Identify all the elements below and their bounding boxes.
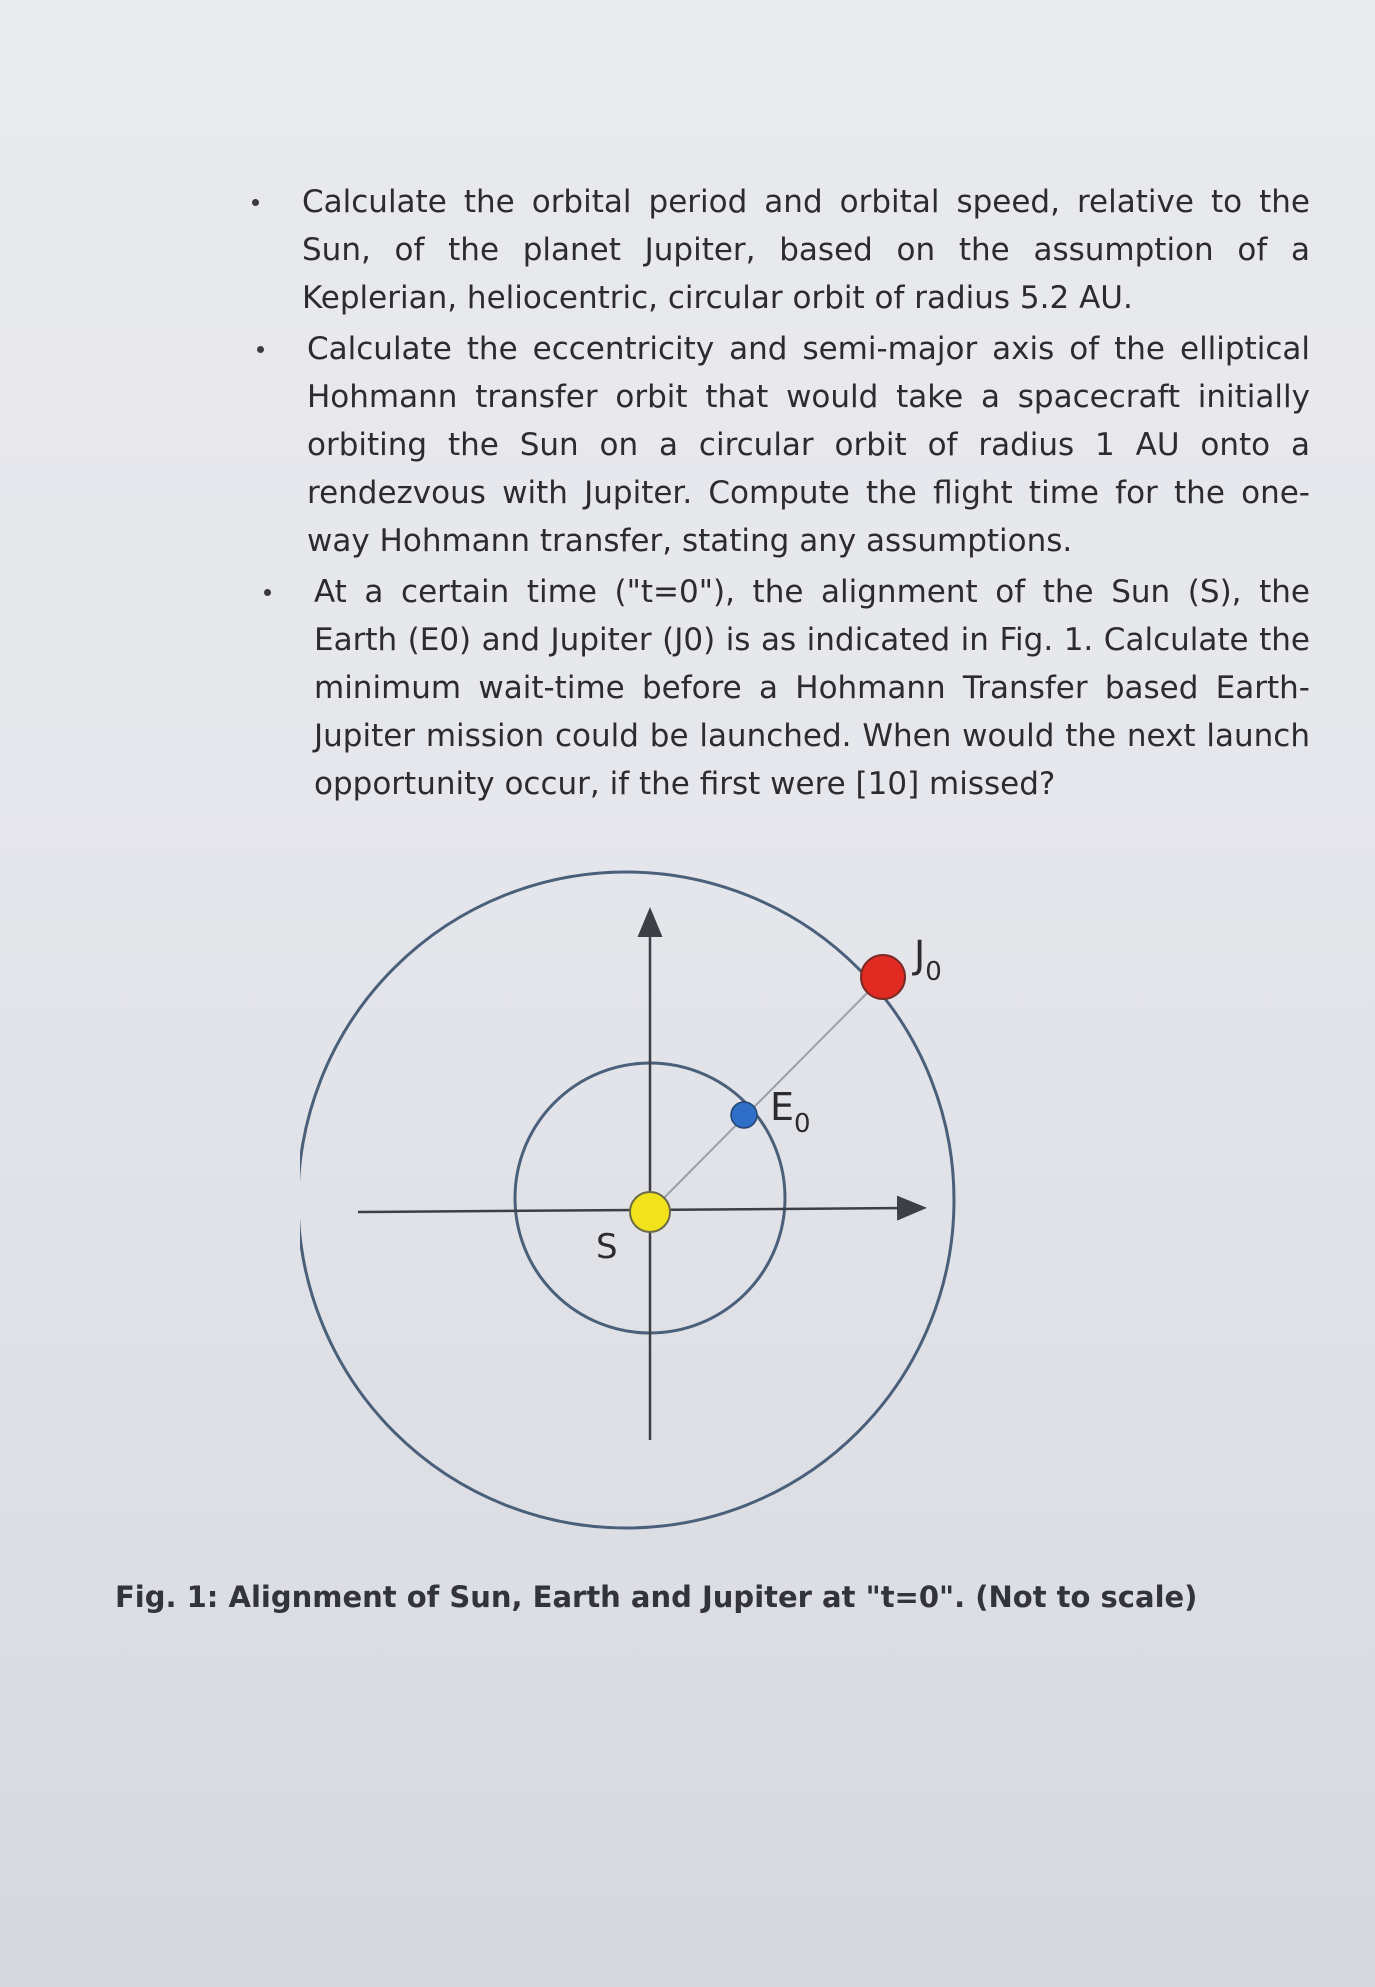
earth-marker bbox=[731, 1102, 757, 1128]
question-3 bbox=[252, 568, 1310, 808]
sun-label: S bbox=[596, 1227, 618, 1267]
sun-marker bbox=[630, 1192, 670, 1232]
jupiter-marker bbox=[861, 955, 905, 999]
bullet-icon bbox=[252, 199, 259, 206]
figure-caption: Fig. 1: Alignment of Sun, Earth and Jupiter at "t=0". (Not to scale) bbox=[115, 1580, 1198, 1614]
orbit-diagram-svg bbox=[300, 840, 1000, 1540]
bullet-icon bbox=[257, 346, 264, 353]
jupiter-label-letter: J bbox=[914, 933, 926, 977]
earth-label-subscript: 0 bbox=[794, 1109, 811, 1139]
earth-label bbox=[770, 1085, 811, 1139]
orbit-diagram bbox=[300, 840, 1000, 1540]
question-1-text: Calculate the orbital period and orbital speed, relative to the Sun, of the planet Jupiter, based on the assumption of a Keplerian, heliocentric, circular orbit of radius 5.2 AU. bbox=[302, 184, 1310, 316]
alignment-line bbox=[650, 977, 883, 1212]
question-2 bbox=[245, 325, 1310, 565]
question-1 bbox=[240, 178, 1310, 322]
jupiter-orbit bbox=[300, 872, 954, 1528]
question-3-text: At a certain time ("t=0"), the alignment of the Sun (S), the Earth (E0) and Jupiter (J0) is as indicated in Fig. 1. Calculate the minimum wait-time before a Hohmann Transfer based Earth-Jupiter mission could be launched. When would the next launch opportunity occur, if the first were [10] missed? bbox=[314, 574, 1310, 802]
question-list bbox=[240, 178, 1310, 811]
question-2-text: Calculate the eccentricity and semi-major axis of the elliptical Hohmann transfer orbit that would take a spacecraft initially orbiting the Sun on a circular orbit of radius 1 AU onto a rendezvous with Jupiter. Compute the flight time for the one-way Hohmann transfer, stating any assumptions. bbox=[307, 331, 1310, 559]
earth-label-letter: E bbox=[770, 1085, 795, 1129]
jupiter-label bbox=[912, 933, 942, 987]
jupiter-label-subscript: 0 bbox=[925, 957, 942, 987]
bullet-icon bbox=[264, 589, 271, 596]
